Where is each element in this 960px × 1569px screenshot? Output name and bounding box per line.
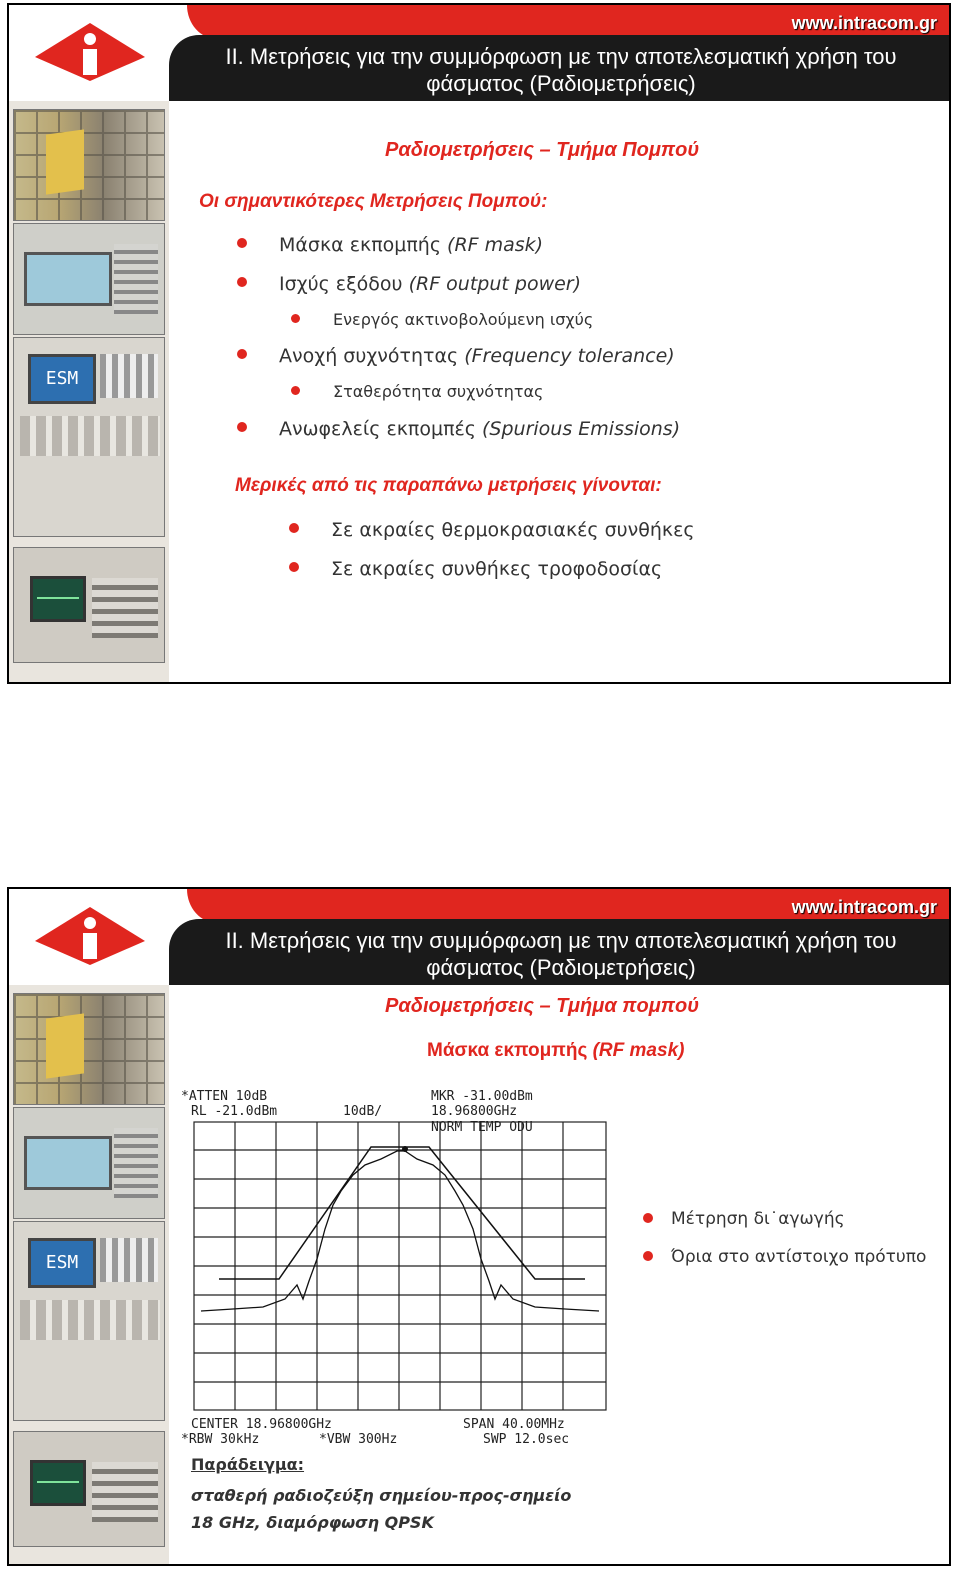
item-italic: (RF output power)	[408, 273, 582, 295]
esm-screen: ESM	[28, 354, 96, 404]
heading-text: Μάσκα εκπομπής	[427, 1040, 588, 1061]
list-item: Όρια στο αντίστοιχο πρότυπο	[671, 1247, 927, 1267]
slide-title	[169, 927, 951, 981]
antenna-photo	[13, 993, 165, 1105]
bullet-dot	[643, 1213, 653, 1223]
slide-1	[7, 3, 951, 684]
item-text: Μάσκα εκπομπής	[279, 234, 441, 256]
scale-readout: 10dB/	[343, 1104, 383, 1119]
spectrum-trace	[201, 1151, 599, 1311]
bullet-dot	[289, 523, 299, 533]
spectrum-analyzer-photo	[13, 547, 165, 663]
item-text: Ανωφελείς εκπομπές	[279, 418, 476, 440]
slide1-section-heading: Οι σημαντικότερες Μετρήσεις Πομπού:	[199, 191, 548, 212]
bullet-dot	[237, 238, 247, 248]
intracom-logo-icon	[35, 19, 145, 85]
item-italic: (Spurious Emissions)	[482, 418, 681, 440]
atten-readout: *ATTEN 10dB	[181, 1089, 268, 1104]
item-italic: (Frequency tolerance)	[464, 345, 675, 367]
bullet-dot	[289, 562, 299, 572]
bullet-dot	[237, 422, 247, 432]
sub-bullet-dot	[291, 314, 300, 323]
slide2-subtitle: Ραδιομετρήσεις – Τμήμα πομπού	[385, 995, 700, 1017]
example-line-2: 18 GHz, διαμόρφωση QPSK	[191, 1513, 434, 1532]
sub-list-item: Ενεργός ακτινοβολούμενη ισχύς	[333, 310, 594, 329]
title-line-2: φάσματος (Ραδιομετρήσεις)	[426, 71, 696, 96]
intracom-logo-icon	[35, 903, 145, 969]
slide1-subtitle: Ραδιομετρήσεις – Τμήμα Πομπού	[385, 139, 700, 161]
bullet-dot	[237, 349, 247, 359]
title-line-2: φάσματος (Ραδιομετρήσεις)	[426, 955, 696, 980]
slide-2	[7, 887, 951, 1566]
analyzer-photo	[13, 223, 165, 335]
list-item	[279, 418, 680, 440]
spectrum-analyzer-photo	[13, 1431, 165, 1547]
sub-bullet-dot	[291, 386, 300, 395]
list-item	[279, 345, 675, 367]
photo-sidebar	[9, 985, 169, 1564]
list-item: Σε ακραίες συνθήκες τροφοδοσίας	[331, 558, 663, 580]
slide-title	[169, 43, 951, 97]
header-url: www.intracom.gr	[791, 13, 937, 33]
bullet-dot	[237, 277, 247, 287]
vbw-readout: *VBW 300Hz	[319, 1432, 398, 1447]
esm-receiver-photo	[13, 1221, 165, 1421]
rbw-readout: *RBW 30kHz	[181, 1432, 260, 1447]
trace-note: NORM TEMP ODU	[431, 1120, 533, 1135]
sweep-readout: SWP 12.0sec	[483, 1432, 570, 1447]
list-item	[279, 234, 543, 256]
logo-area	[9, 889, 169, 985]
photo-sidebar	[9, 101, 169, 682]
example-label: Παράδειγμα:	[191, 1455, 305, 1474]
list-item: Μέτρηση δι˙αγωγής	[671, 1209, 845, 1229]
marker-level: MKR -31.00dBm	[431, 1089, 533, 1104]
example-line-1: σταθερή ραδιοζεύξη σημείου-προς-σημείο	[191, 1486, 572, 1505]
header-url: www.intracom.gr	[791, 897, 937, 917]
span-readout: SPAN 40.00MHz	[463, 1417, 565, 1432]
list-item: Σε ακραίες θερμοκρασιακές συνθήκες	[331, 519, 695, 541]
list-item	[279, 273, 581, 295]
title-line-1: ΙΙ. Μετρήσεις για την συμμόρφωση με την αποτελεσματική χρήση του	[225, 928, 897, 953]
item-text: Ισχύς εξόδου	[279, 273, 403, 295]
antenna-photo	[13, 109, 165, 221]
slide1-section2-heading: Μερικές από τις παραπάνω μετρήσεις γίνονται:	[235, 475, 662, 496]
title-line-1: ΙΙ. Μετρήσεις για την συμμόρφωση με την αποτελεσματική χρήση του	[225, 44, 897, 69]
heading-italic: (RF mask)	[592, 1040, 685, 1061]
plot-grid	[194, 1122, 606, 1410]
rl-readout: RL -21.0dBm	[191, 1104, 278, 1119]
esm-screen: ESM	[28, 1238, 96, 1288]
bullet-dot	[643, 1251, 653, 1261]
slide2-heading	[427, 1040, 684, 1062]
item-italic: (RF mask)	[447, 234, 544, 256]
esm-receiver-photo	[13, 337, 165, 537]
center-freq: CENTER 18.96800GHz	[191, 1417, 332, 1432]
marker-freq: 18.96800GHz	[431, 1104, 518, 1119]
analyzer-photo	[13, 1107, 165, 1219]
item-text: Ανοχή συχνότητας	[279, 345, 459, 367]
marker-point	[402, 1146, 408, 1152]
logo-area	[9, 5, 169, 101]
sub-list-item: Σταθερότητα συχνότητας	[333, 382, 544, 401]
mask-limit-line	[219, 1147, 585, 1279]
rf-mask-plot	[193, 1121, 607, 1411]
